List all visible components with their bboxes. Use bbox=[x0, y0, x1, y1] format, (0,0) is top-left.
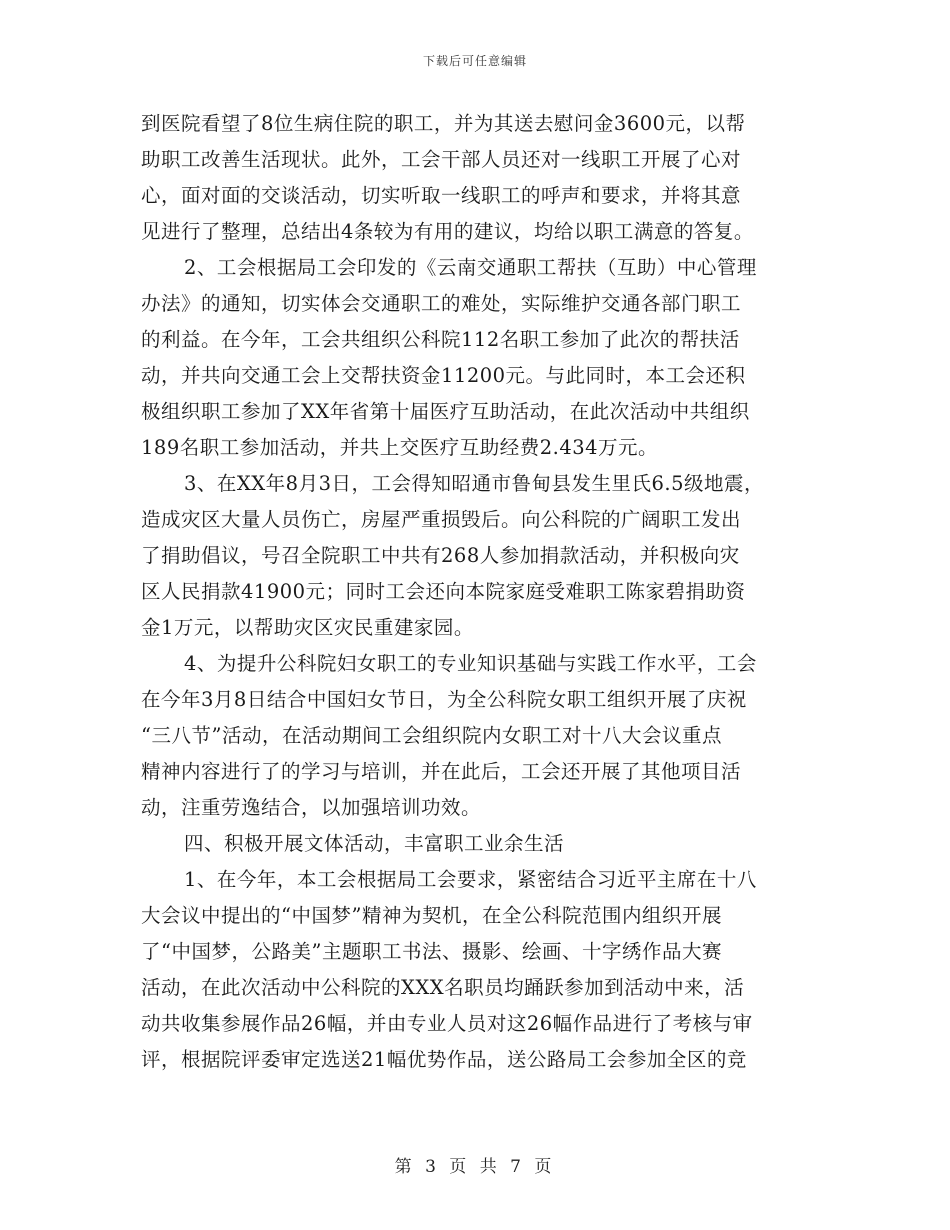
text-line: 动共收集参展作品26幅，并由专业人员对这26幅作品进行了考核与审 bbox=[141, 1012, 753, 1035]
text-line: 在今年3月8日结合中国妇女节日，为全公科院女职工组织开展了庆祝 bbox=[141, 688, 747, 711]
text-line: 金1万元，以帮助灾区灾民重建家园。 bbox=[141, 616, 474, 639]
document-body bbox=[141, 106, 821, 1078]
text-line: 动，并共向交通工会上交帮扶资金11200元。与此同时，本工会还积 bbox=[141, 364, 746, 387]
text-line: 1、在今年，本工会根据局工会要求，紧密结合习近平主席在十八 bbox=[184, 868, 757, 891]
text-line: 见进行了整理，总结出4条较为有用的建议，均给以职工满意的答复。 bbox=[141, 220, 754, 243]
text-line: 3、在XX年8月3日，工会得知昭通市鲁甸县发生里氏6.5级地震， bbox=[184, 472, 764, 495]
text-line: 了“中国梦，公路美”主题职工书法、摄影、绘画、十字绣作品大赛 bbox=[141, 940, 722, 963]
text-line: 极组织职工参加了XX年省第十届医疗互助活动，在此次活动中共组织 bbox=[141, 400, 750, 423]
text-line: 办法》的通知，切实体会交通职工的难处，实际维护交通各部门职工 bbox=[141, 292, 742, 315]
text-line: 了捐助倡议，号召全院职工中共有268人参加捐款活动，并积极向灾 bbox=[141, 544, 740, 567]
text-line: 造成灾区大量人员伤亡，房屋严重损毁后。向公科院的广阔职工发出 bbox=[141, 508, 742, 531]
text-line: 189名职工参加活动，并共上交医疗互助经费2.434万元。 bbox=[141, 436, 659, 459]
page-number-footer: 第 3 页 共 7 页 bbox=[394, 1157, 556, 1177]
text-line: 到医院看望了8位生病住院的职工，并为其送去慰问金3600元，以帮 bbox=[141, 112, 746, 135]
text-line: 助职工改善生活现状。此外，工会干部人员还对一线职工开展了心对 bbox=[141, 148, 742, 171]
text-line: 活动，在此次活动中公科院的XXX名职员均踊跃参加到活动中来，活 bbox=[141, 976, 745, 999]
text-line: 的利益。在今年，工会共组织公科院112名职工参加了此次的帮扶活 bbox=[141, 328, 740, 351]
text-line: 精神内容进行了的学习与培训，并在此后，工会还开展了其他项目活 bbox=[141, 760, 742, 783]
text-line: 大会议中提出的“中国梦”精神为契机，在全公科院范围内组织开展 bbox=[141, 904, 722, 927]
text-line: 四、积极开展文体活动，丰富职工业余生活 bbox=[184, 832, 565, 855]
text-line: 2、工会根据局工会印发的《云南交通职工帮扶（互助）中心管理 bbox=[184, 256, 757, 279]
text-line: 评，根据院评委审定选送21幅优势作品，送公路局工会参加全区的竞 bbox=[141, 1048, 747, 1071]
text-line: “三八节”活动，在活动期间工会组织院内女职工对十八大会议重点 bbox=[141, 724, 722, 747]
text-line: 4、为提升公科院妇女职工的专业知识基础与实践工作水平，工会 bbox=[184, 652, 757, 675]
text-line: 区人民捐款41900元；同时工会还向本院家庭受难职工陈家碧捐助资 bbox=[141, 580, 746, 603]
text-line: 心，面对面的交谈活动，切实听取一线职工的呼声和要求，并将其意 bbox=[141, 184, 742, 207]
text-line: 动，注重劳逸结合，以加强培训功效。 bbox=[141, 796, 482, 819]
header-note: 下载后可任意编辑 bbox=[422, 54, 527, 68]
